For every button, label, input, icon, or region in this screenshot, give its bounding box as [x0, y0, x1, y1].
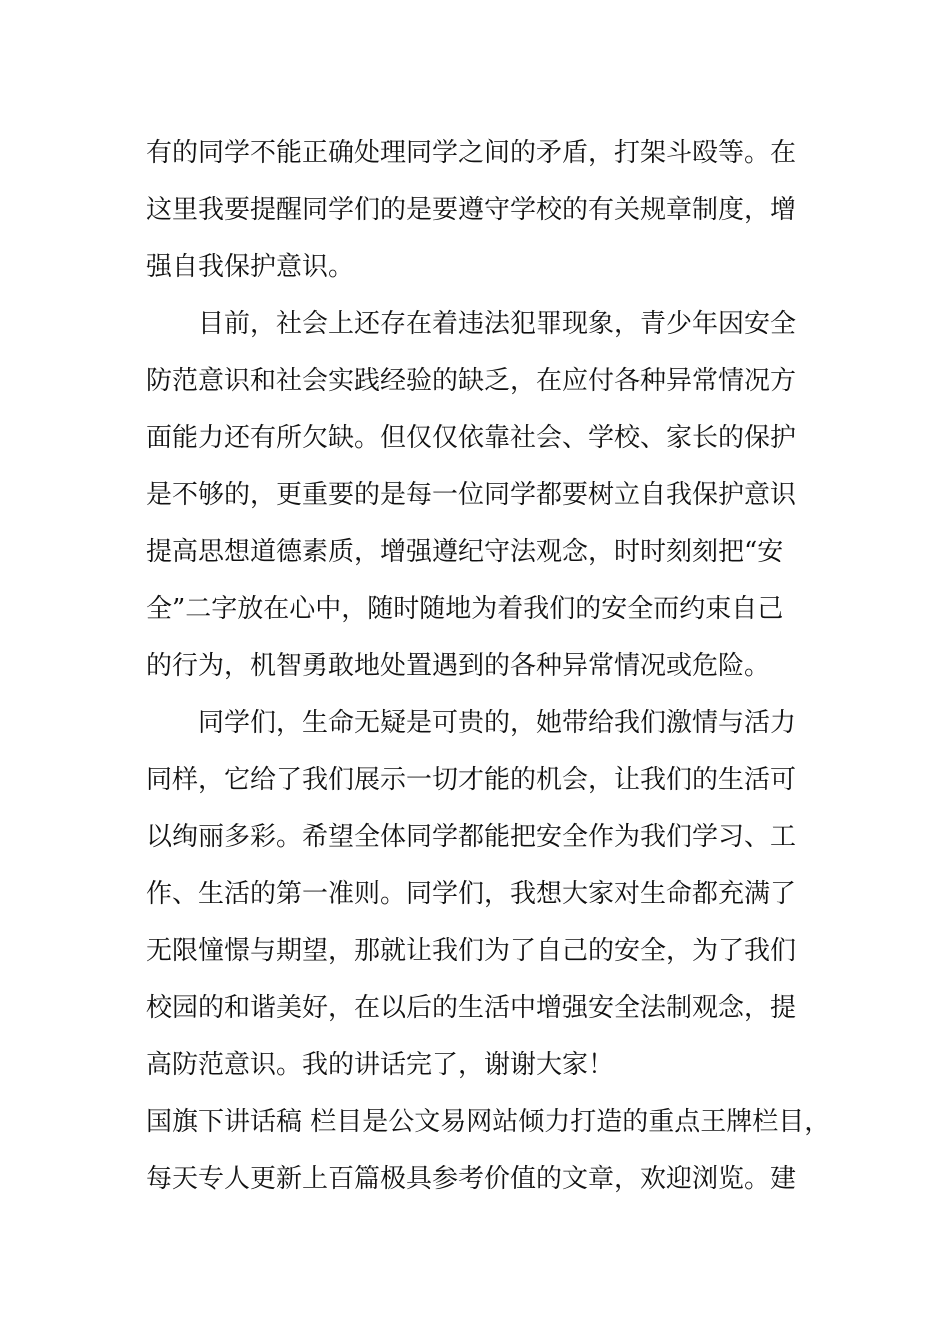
- text-line: 是不够的，更重要的是每一位同学都要树立自我保护意识: [146, 480, 797, 510]
- text-line: 提高思想道德素质，增强遵纪守法观念，时时刻刻把“安: [146, 537, 784, 567]
- text-line: 作、生活的第一准则。同学们，我想大家对生命都充满了: [146, 879, 797, 909]
- paragraph-first-line: 目前，社会上还存在着违法犯罪现象，青少年因安全: [198, 309, 797, 339]
- text-line: 的行为，机智勇敢地处置遇到的各种异常情况或危险。: [146, 651, 771, 681]
- footer-note-line: 国旗下讲话稿 栏目是公文易网站倾力打造的重点王牌栏目，: [146, 1107, 831, 1137]
- text-line: 这里我要提醒同学们的是要遵守学校的有关规章制度，增: [146, 195, 797, 225]
- text-line: 以绚丽多彩。希望全体同学都能把安全作为我们学习、工: [146, 822, 797, 852]
- text-line: 强自我保护意识。: [146, 252, 355, 282]
- text-line: 高防范意识。我的讲话完了，谢谢大家！: [146, 1050, 615, 1080]
- text-line: 校园的和谐美好，在以后的生活中增强安全法制观念，提: [146, 993, 797, 1023]
- footer-note-line: 每天专人更新上百篇极具参考价值的文章，欢迎浏览。建: [146, 1164, 797, 1194]
- text-line: 防范意识和社会实践经验的缺乏，在应付各种异常情况方: [146, 366, 797, 396]
- text-line: 有的同学不能正确处理同学之间的矛盾，打架斗殴等。在: [146, 138, 797, 168]
- text-line: 全”二字放在心中，随时随地为着我们的安全而约束自己: [146, 594, 784, 624]
- text-line: 无限憧憬与期望，那就让我们为了自己的安全，为了我们: [146, 936, 797, 966]
- paragraph-first-line: 同学们，生命无疑是可贵的，她带给我们激情与活力: [198, 708, 797, 738]
- text-line: 面能力还有所欠缺。但仅仅依靠社会、学校、家长的保护: [146, 423, 797, 453]
- text-line: 同样，它给了我们展示一切才能的机会，让我们的生活可: [146, 765, 797, 795]
